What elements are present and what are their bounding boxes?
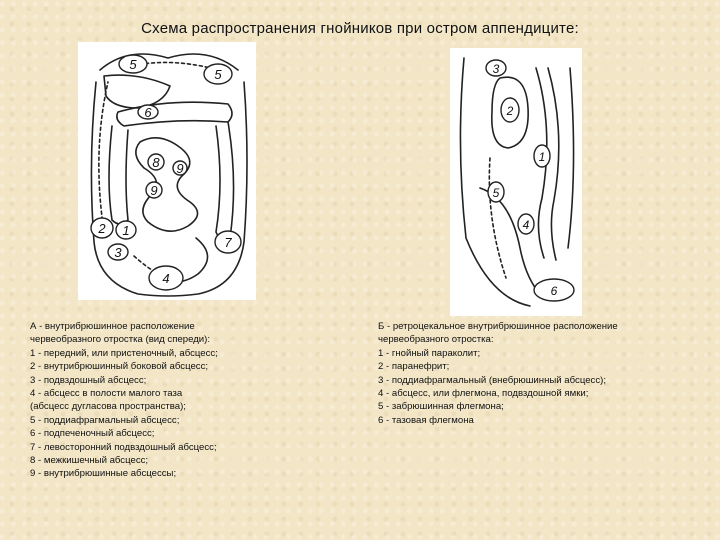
- legend-a-line: червеобразного отростка (вид спереди):: [30, 334, 211, 346]
- transverse-colon-outline: [117, 102, 232, 126]
- legend-a-line: 1 - передний, или пристеночный, абсцесс;: [30, 347, 218, 359]
- legend-b-line: 2 - паранефрит;: [378, 361, 450, 373]
- label-b-3: 3: [492, 62, 500, 76]
- figure-b-drawing: [450, 48, 582, 316]
- label-b-4: 4: [522, 218, 530, 232]
- figure-b-retrocecal-view: [450, 48, 582, 316]
- legend-b-line: 3 - поддиафрагмальный (внебрюшинный абсцесс);: [378, 374, 606, 386]
- label-a-8: 8: [152, 155, 160, 170]
- liver-outline: [104, 75, 170, 108]
- descending-colon-outline: [216, 122, 234, 239]
- label-a-3: 3: [114, 245, 122, 260]
- legend-a-line: 9 - внутрибрюшинные абсцессы;: [30, 468, 177, 480]
- legend-a-line: 2 - внутрибрюшинный боковой абсцесс;: [30, 361, 209, 373]
- label-a-1: 1: [122, 223, 130, 238]
- legend-a-line: 4 - абсцесс в полости малого таза: [30, 388, 183, 400]
- label-a-9-left: 9: [150, 183, 158, 198]
- legend-b-line: червеобразного отростка:: [378, 334, 494, 346]
- abdominal-wall-outline: [91, 82, 247, 296]
- legend-a-line: (абсцесс дугласова пространства);: [30, 401, 186, 413]
- left-flow-path: [99, 82, 108, 232]
- legend-a-line: 3 - подвздошный абсцесс;: [30, 374, 147, 386]
- label-a-4: 4: [162, 271, 170, 286]
- legend-b-line: 4 - абсцесс, или флегмона, подвздошной ямки;: [378, 388, 589, 400]
- legend-b-line: 5 - забрюшинная флегмона;: [378, 401, 504, 413]
- legend-a-line: А - внутрибрюшинное расположение: [30, 321, 195, 332]
- label-b-2: 2: [506, 104, 514, 118]
- legend-a-line: 7 - левосторонний подвздошный абсцесс;: [30, 441, 217, 453]
- figure-a-drawing: [78, 42, 256, 300]
- legend-b-line: 6 - тазовая флегмона: [378, 414, 474, 426]
- figure-a-abdomen-front-view: [78, 42, 256, 300]
- page-title: Схема распространения гнойников при остром аппендиците:: [141, 20, 579, 37]
- label-a-9-right: 9: [176, 161, 184, 176]
- label-a-6: 6: [144, 105, 152, 120]
- right-wall-outline: [568, 68, 574, 248]
- ascending-colon-outline: [109, 126, 128, 224]
- legend-b-line: Б - ретроцекальное внутрибрюшинное расположение: [378, 321, 618, 332]
- legend-a: [30, 320, 350, 481]
- label-a-5-left: 5: [129, 57, 137, 72]
- legend-b: [378, 320, 698, 427]
- label-a-5-right: 5: [214, 67, 222, 82]
- label-b-6: 6: [550, 284, 558, 298]
- label-a-7: 7: [224, 235, 232, 250]
- label-a-2: 2: [98, 221, 106, 236]
- colon-outline-outer: [548, 68, 559, 260]
- legend-b-line: 1 - гнойный параколит;: [378, 347, 481, 359]
- label-b-5: 5: [492, 186, 500, 200]
- legend-a-line: 5 - поддиафрагмальный абсцесс;: [30, 414, 180, 426]
- legend-a-line: 6 - подпеченочный абсцесс;: [30, 428, 155, 440]
- small-intestine-outline: [136, 138, 198, 231]
- retroperitoneal-flow-path: [489, 158, 506, 278]
- legend-a-line: 8 - межкишечный абсцесс;: [30, 455, 149, 467]
- label-b-1: 1: [538, 150, 546, 164]
